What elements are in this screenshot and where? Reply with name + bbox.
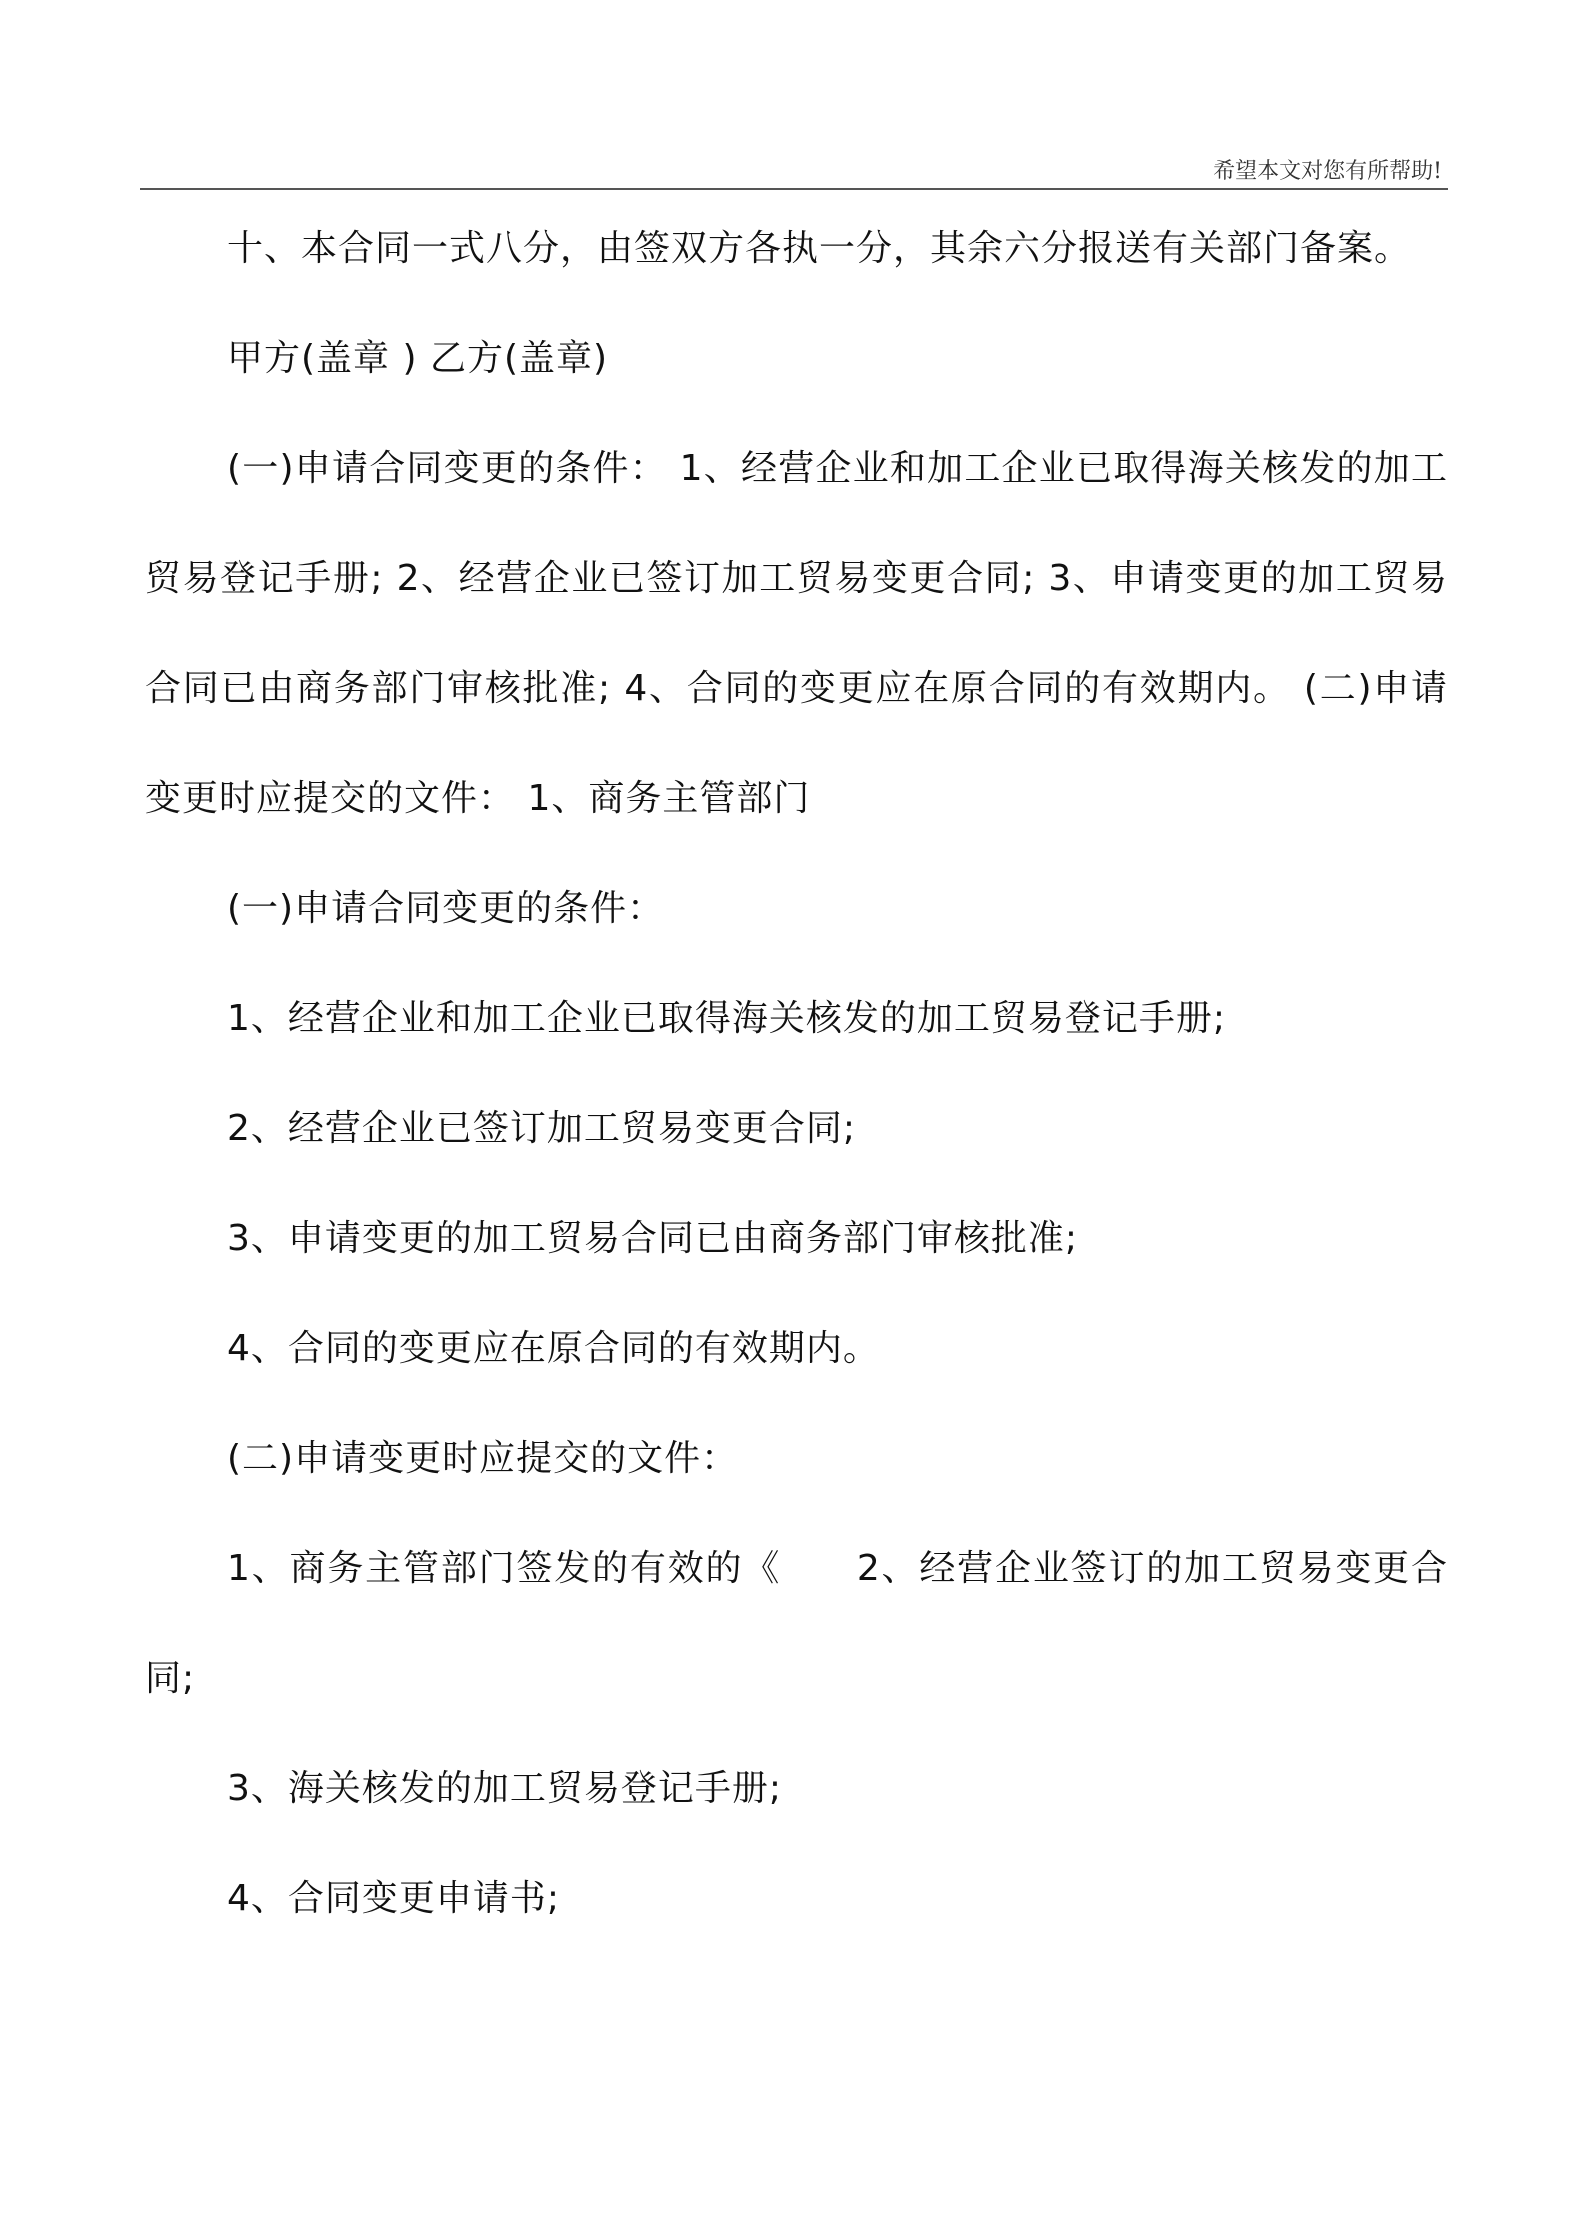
document-body bbox=[145, 194, 1448, 1954]
header-note: 希望本文对您有所帮助! bbox=[1213, 159, 1442, 184]
paragraph-copies-clause: 十、本合同一式八分，由签双方各执一分，其余六分报送有关部门备案。 bbox=[227, 228, 1412, 269]
paragraph-document-3: 3、海关核发的加工贸易登记手册; bbox=[227, 1768, 783, 1809]
paragraph-change-summary: (一)申请合同变更的条件： 1、经营企业和加工企业已取得海关核发的加工贸易登记手册; 2、经营企业已签订加工贸易变更合同; 3、申请变更的加工贸易合同已由商务部门审核批准; 4、合同的变更应在原合同的有效期内。 (二)申请变更时应提交的文件： 1、商务主管部门 bbox=[145, 448, 1448, 819]
paragraph-condition-1: 1、经营企业和加工企业已取得海关核发的加工贸易登记手册; bbox=[227, 998, 1227, 1039]
paragraph-condition-3: 3、申请变更的加工贸易合同已由商务部门审核批准; bbox=[227, 1218, 1079, 1259]
paragraph-documents-heading: (二)申请变更时应提交的文件： bbox=[227, 1438, 739, 1479]
page-header bbox=[140, 150, 1448, 190]
paragraph-document-4: 4、合同变更申请书; bbox=[227, 1878, 561, 1919]
paragraph-condition-4: 4、合同的变更应在原合同的有效期内。 bbox=[227, 1328, 880, 1369]
paragraph-condition-2: 2、经营企业已签订加工贸易变更合同; bbox=[227, 1108, 857, 1149]
paragraph-conditions-heading: (一)申请合同变更的条件： bbox=[227, 888, 665, 929]
paragraph-document-1-2: 1、商务主管部门签发的有效的《 2、经营企业签订的加工贸易变更合同; bbox=[145, 1548, 1448, 1699]
paragraph-signatures: 甲方(盖章 ) 乙方(盖章) bbox=[227, 338, 609, 379]
